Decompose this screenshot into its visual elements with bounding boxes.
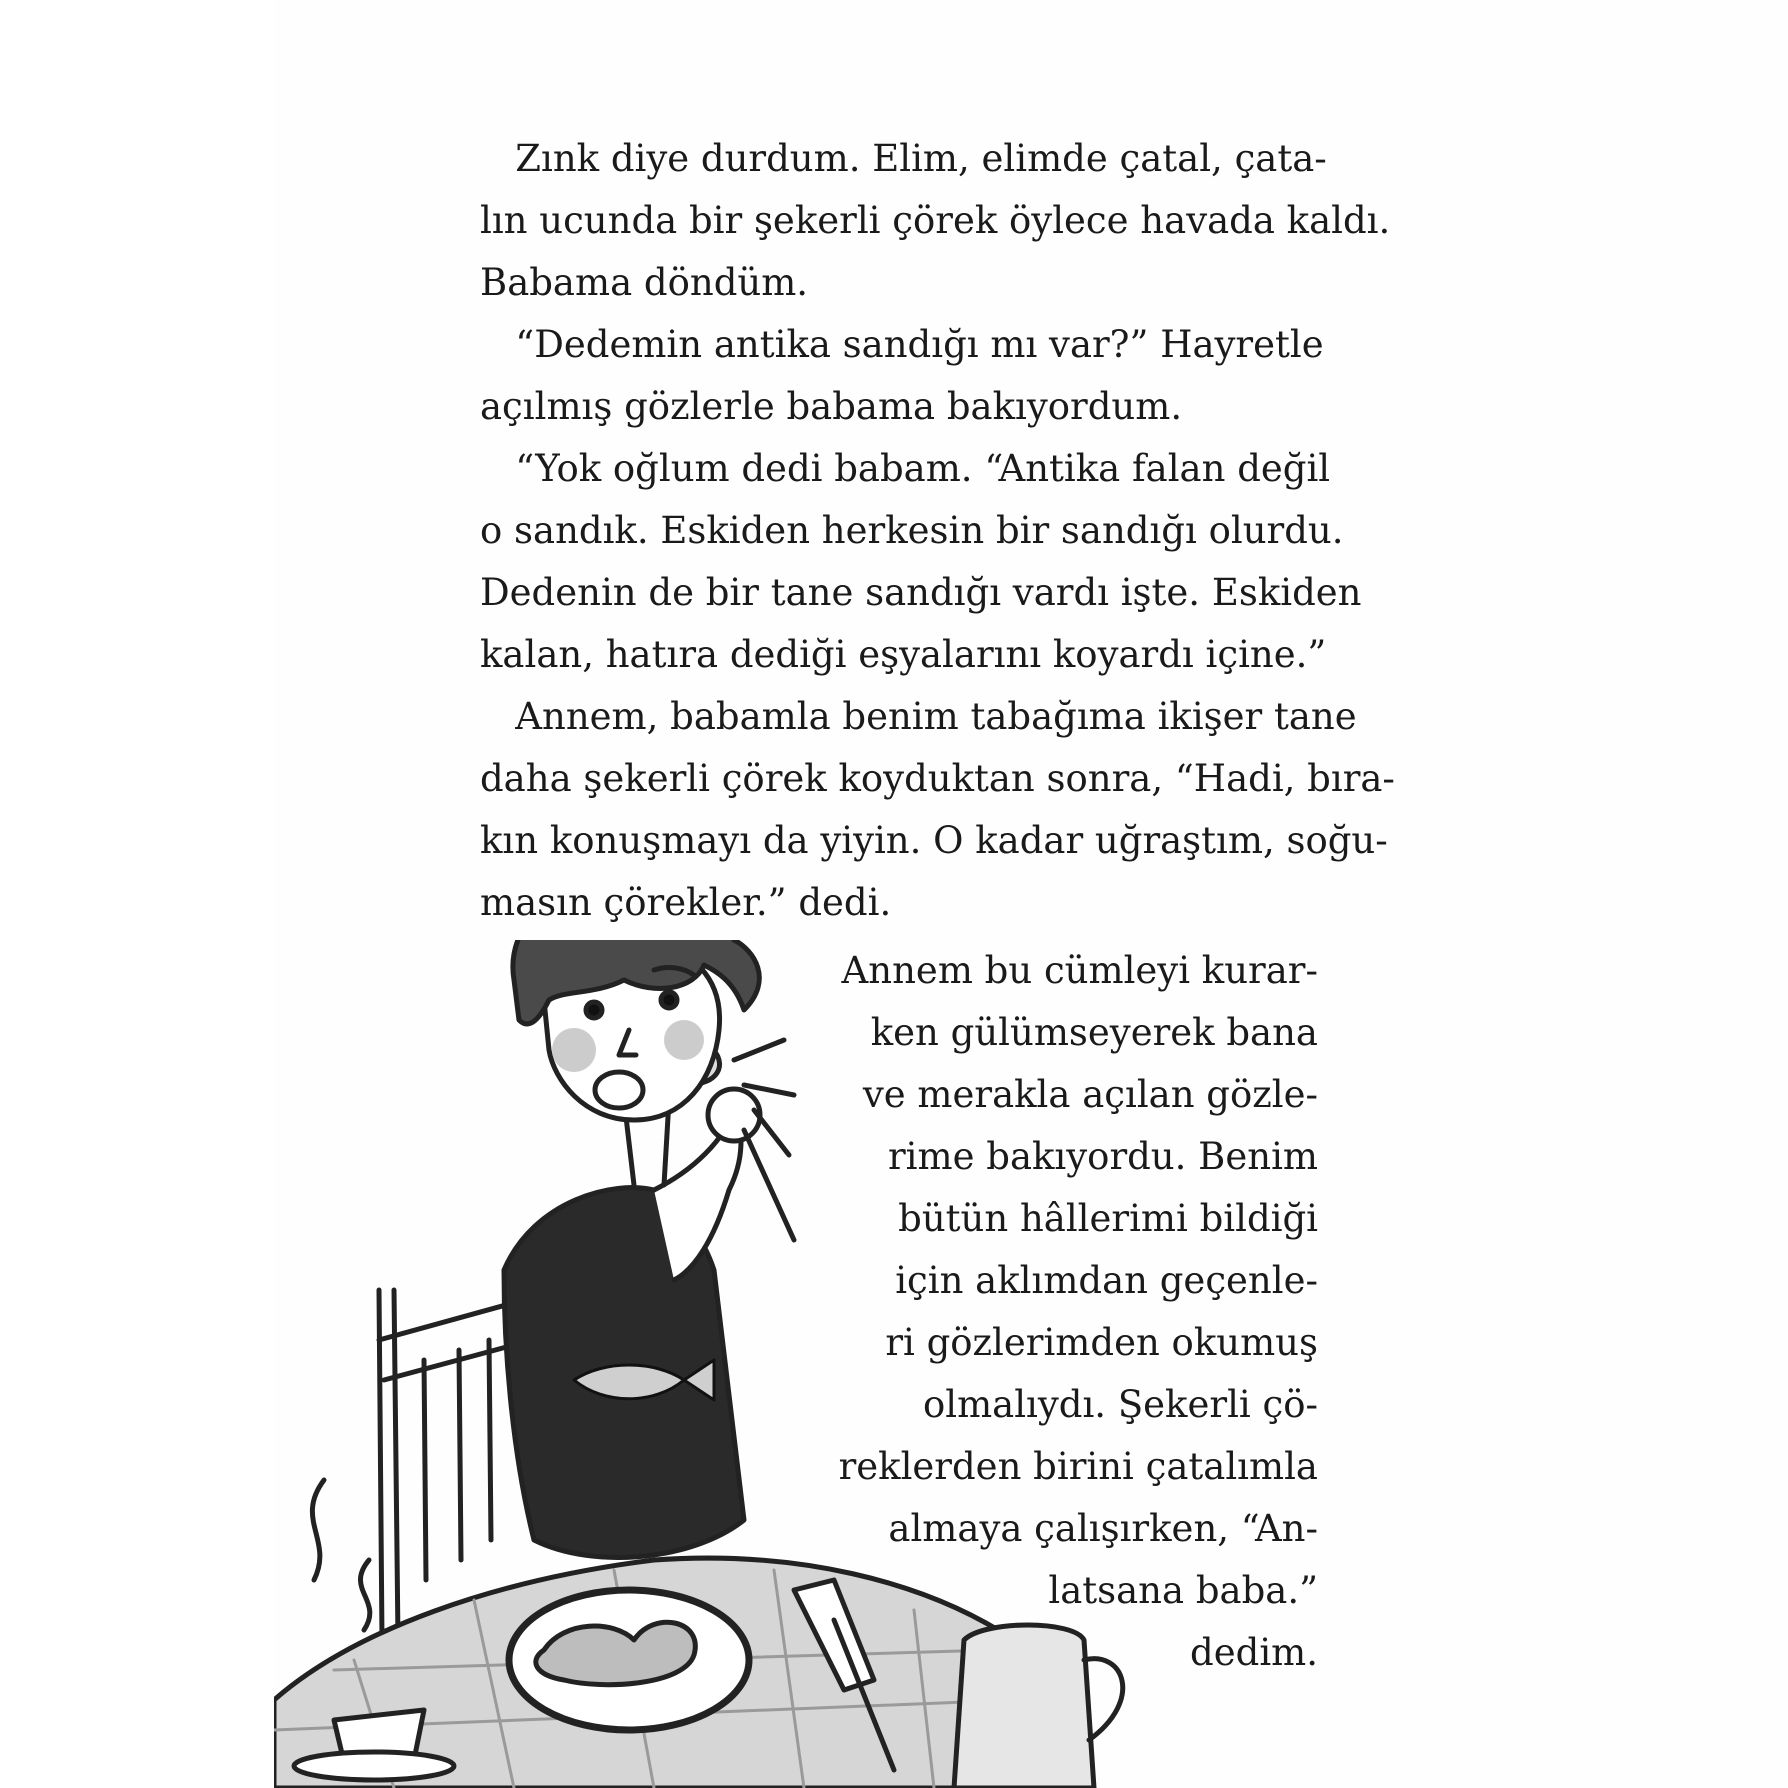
text-line: Dedenin de bir tane sandığı vardı işte. Eskiden	[480, 571, 1362, 614]
right-eye	[661, 992, 677, 1008]
text-line: reklerden birini çatalımla	[838, 1445, 1318, 1488]
text-line: “Dedemin antika sandığı mı var?” Hayretle	[480, 323, 1324, 366]
wrapped-text-block	[780, 940, 1318, 1684]
text-line: kın konuşmayı da yiyin. O kadar uğraştım, soğu-	[480, 819, 1388, 862]
text-line: için aklımdan geçenle-	[895, 1259, 1318, 1302]
text-line: o sandık. Eskiden herkesin bir sandığı olurdu.	[480, 509, 1344, 552]
text-line: latsana baba.”	[1048, 1569, 1318, 1612]
text-line: rime bakıyordu. Benim	[888, 1135, 1318, 1178]
left-eye	[586, 1002, 602, 1018]
text-line: ri gözlerimden okumuş	[885, 1321, 1318, 1364]
open-mouth	[595, 1072, 643, 1108]
text-line: “Yok oğlum dedi babam. “Antika falan değil	[480, 447, 1331, 490]
text-line: olmalıydı. Şekerli çö-	[922, 1383, 1318, 1426]
text-line: bütün hâllerimi bildiği	[898, 1197, 1318, 1240]
text-line: Zınk diye durdum. Elim, elimde çatal, çata-	[480, 137, 1327, 180]
main-text-block	[480, 128, 1395, 934]
text-line: masın çörekler.” dedi.	[480, 881, 892, 924]
text-line: ken gülümseyerek bana	[870, 1011, 1318, 1054]
motion-line	[734, 1040, 784, 1060]
saucer	[294, 1752, 454, 1780]
text-line: Babama döndüm.	[480, 261, 809, 304]
text-line: ve merakla açılan gözle-	[862, 1073, 1318, 1116]
text-line: lın ucunda bir şekerli çörek öylece havada kaldı.	[480, 199, 1391, 242]
text-line: dedim.	[1190, 1631, 1318, 1674]
text-line: almaya çalışırken, “An-	[888, 1507, 1318, 1550]
text-line: daha şekerli çörek koyduktan sonra, “Hadi, bıra-	[480, 757, 1395, 800]
text-line: Annem bu cümleyi kurar-	[841, 949, 1318, 992]
boy-fist	[708, 1089, 760, 1141]
text-line: Annem, babamla benim tabağıma ikişer tane	[480, 695, 1357, 738]
left-cheek	[552, 1028, 596, 1072]
steam-lines	[312, 1480, 369, 1630]
text-line: açılmış gözlerle babama bakıyordum.	[480, 385, 1183, 428]
text-line: kalan, hatıra dediği eşyalarını koyardı içine.”	[480, 633, 1327, 676]
right-cheek	[664, 1020, 704, 1060]
